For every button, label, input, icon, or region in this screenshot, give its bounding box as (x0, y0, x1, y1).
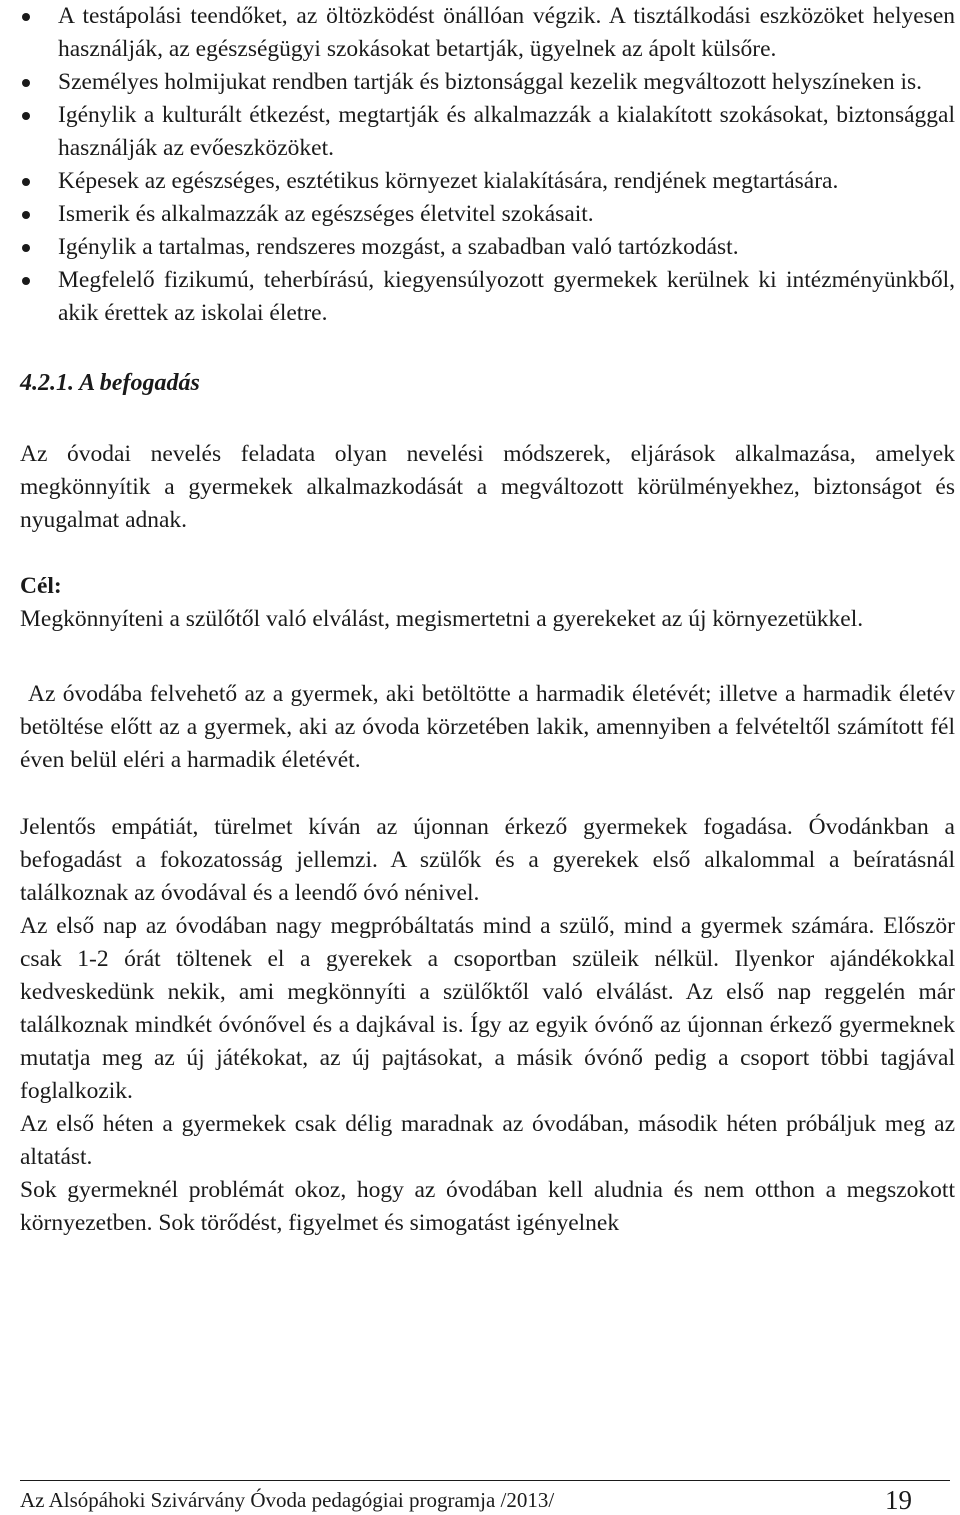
bullet-icon (22, 13, 30, 21)
goal-label: Cél: (20, 573, 62, 599)
bullet-icon (22, 112, 30, 120)
list-item (20, 198, 955, 231)
bullet-list (20, 0, 955, 330)
bullet-icon (22, 178, 30, 186)
list-item-text: Képesek az egészséges, esztétikus környezet kialakítására, rendjének megtartására. (58, 168, 839, 194)
footer-title: Az Alsópáhoki Szivárvány Óvoda pedagógiai programja /2013/ (20, 1488, 555, 1512)
page-footer (20, 1480, 950, 1513)
section-heading: 4.2.1. A befogadás (20, 370, 200, 396)
list-item-text: Igénylik a kulturált étkezést, megtartják és alkalmazzák a kialakított szokásokat, biztonsággal használják az evőeszközöket. (58, 102, 955, 161)
list-item (20, 231, 955, 264)
list-item-text: Megfelelő fizikumú, teherbírású, kiegyensúlyozott gyermekek kerülnek ki intézményünkből, akik érettek az iskolai életre. (58, 267, 955, 326)
bullet-icon (22, 79, 30, 87)
bullet-icon (22, 277, 30, 285)
first-day-paragraph: Az első nap az óvodában nagy megpróbáltatás mind a szülő, mind a gyermek számára. Először csak 1-2 órát töltenek el a gyerekek a csoportban szüleik nélkül. Ilyenkor ajándékokkal kedveskedünk nekik, ami megkönnyíti a szülőktől való elválást. Az első nap reggelén már találkoznak mindkét óvónővel és a dajkával is. Így az egyik óvónő az újonnan érkező gyermeknek mutatja meg az új játékokat, az új pajtásokat, a másik óvónő pedig a csoport többi tagjával foglalkozik. (20, 913, 955, 1104)
list-item-text: Igénylik a tartalmas, rendszeres mozgást, a szabadban való tartózkodást. (58, 234, 739, 260)
list-item-text: A testápolási teendőket, az öltözködést önállóan végzik. A tisztálkodási eszközöket helyesen használják, az egészségügyi szokásokat betartják, ügyelnek az ápolt külsőre. (58, 3, 955, 62)
document-page (20, 0, 955, 1240)
list-item (20, 66, 955, 99)
bullet-icon (22, 211, 30, 219)
list-item-text: Személyes holmijukat rendben tartják és biztonsággal kezelik megváltozott helyszíneken is. (58, 69, 923, 95)
sleep-paragraph: Sok gyermeknél problémát okoz, hogy az óvodában kell aludnia és nem otthon a megszokott környezetben. Sok törődést, figyelmet és simogatást igényelnek (20, 1177, 955, 1236)
empathy-paragraph: Jelentős empátiát, türelmet kíván az újonnan érkező gyermekek fogadása. Óvodánkban a befogadást a fokozatosság jellemzi. A szülők és a gyerekek első alkalommal a beíratásnál találkoznak az óvodával és a leendő óvó nénivel. (20, 814, 955, 906)
list-item (20, 0, 955, 66)
intro-paragraph: Az óvodai nevelés feladata olyan nevelési módszerek, eljárások alkalmazása, amelyek megkönnyítik a gyermekek alkalmazkodását a megváltozott körülményekhez, biztonságot és nyugalmat adnak. (20, 441, 955, 533)
list-item (20, 165, 955, 198)
first-week-paragraph: Az első héten a gyermekek csak délig maradnak az óvodában, második héten próbáljuk meg az altatást. (20, 1111, 955, 1170)
list-item-text: Ismerik és alkalmazzák az egészséges életvitel szokásait. (58, 201, 594, 227)
admission-paragraph: Az óvodába felvehető az a gyermek, aki betöltötte a harmadik életévét; illetve a harmadik életév betöltése előtt az a gyermek, aki az óvoda körzetében lakik, amennyiben a felvételtől számított fél éven belül eléri a harmadik életévét. (20, 681, 955, 773)
goal-paragraph: Megkönnyíteni a szülőtől való elválást, megismertetni a gyerekeket az új környezetükkel. (20, 606, 864, 632)
bullet-icon (22, 244, 30, 252)
page-number: 19 (885, 1485, 912, 1515)
list-item (20, 264, 955, 330)
list-item (20, 99, 955, 165)
